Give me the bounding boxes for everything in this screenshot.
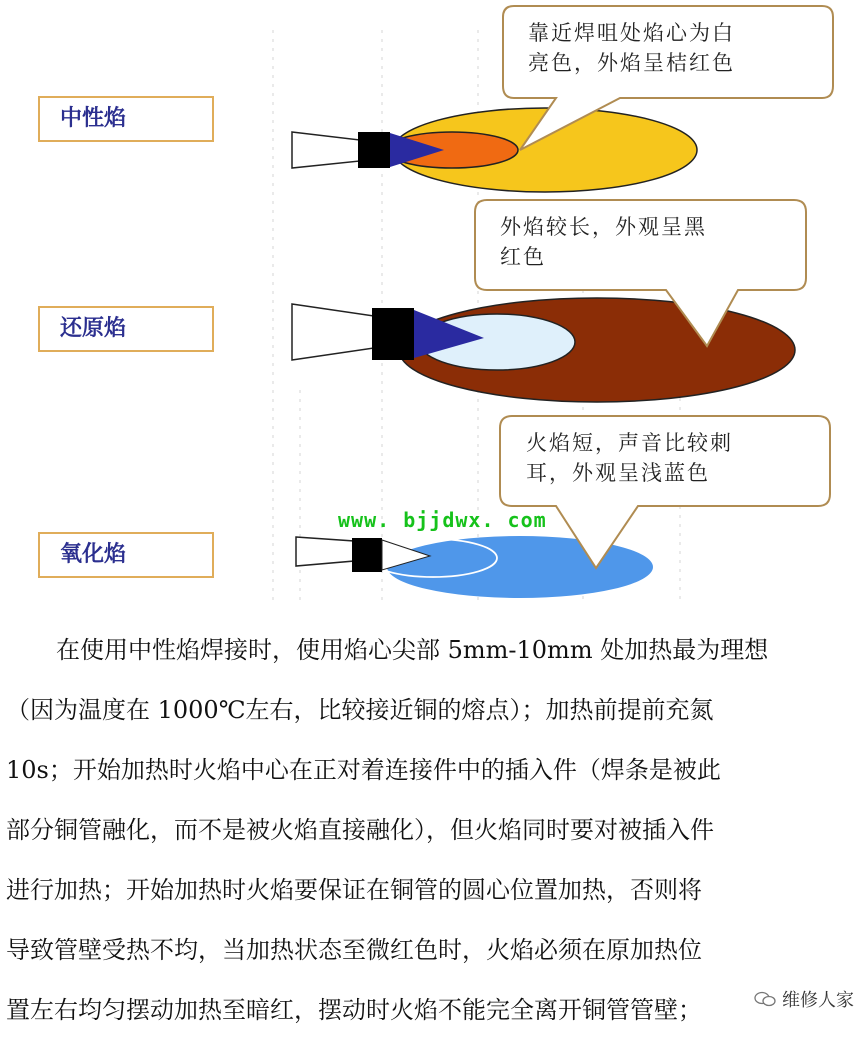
torch-tip-icon [292, 304, 374, 360]
torch-tip-icon [296, 537, 354, 566]
paragraph-line: 10s；开始加热时火焰中心在正对着连接件中的插入件（焊条是被此 [6, 756, 721, 784]
paragraph-line: 置左右均匀摆动加热至暗红，摆动时火焰不能完全离开铜管管壁； [6, 996, 702, 1024]
callout-text-oxidizing: 火焰短，声音比较刺 耳，外观呈浅蓝色 [526, 431, 733, 485]
body-paragraph [6, 620, 858, 1040]
brand-name: 维修人家 [782, 990, 854, 1011]
chat-bubble-icon [754, 991, 776, 1007]
paragraph-line: （因为温度在 1000℃左右，比较接近铜的熔点）；加热前提前充氮 [6, 696, 714, 724]
flame-label-neutral: 中性焰 [38, 96, 214, 142]
paragraph-line: 进行加热；开始加热时火焰要保证在铜管的圆心位置加热，否则将 [6, 876, 702, 904]
callout-text-reducing: 外焰较长，外观呈黑 红色 [500, 215, 707, 269]
callout-text-neutral: 靠近焊咀处焰心为白 亮色，外焰呈桔红色 [528, 21, 735, 75]
paragraph-line: 部分铜管融化，而不是被火焰直接融化），但火焰同时要对被插入件 [6, 816, 714, 844]
flame-label-reducing: 还原焰 [38, 306, 214, 352]
site-watermark: www. bjjdwx. com [338, 508, 547, 532]
paragraph-line: 在使用中性焰焊接时，使用焰心尖部 5mm-10mm 处加热最为理想 [56, 636, 769, 664]
torch-tip-icon [292, 132, 360, 168]
flame-label-oxidizing: 氧化焰 [38, 532, 214, 578]
brand-watermark [750, 986, 858, 1012]
paragraph-line: 导致管壁受热不均，当加热状态至微红色时，火焰必须在原加热位 [6, 936, 702, 964]
neutral-flame [292, 108, 697, 192]
